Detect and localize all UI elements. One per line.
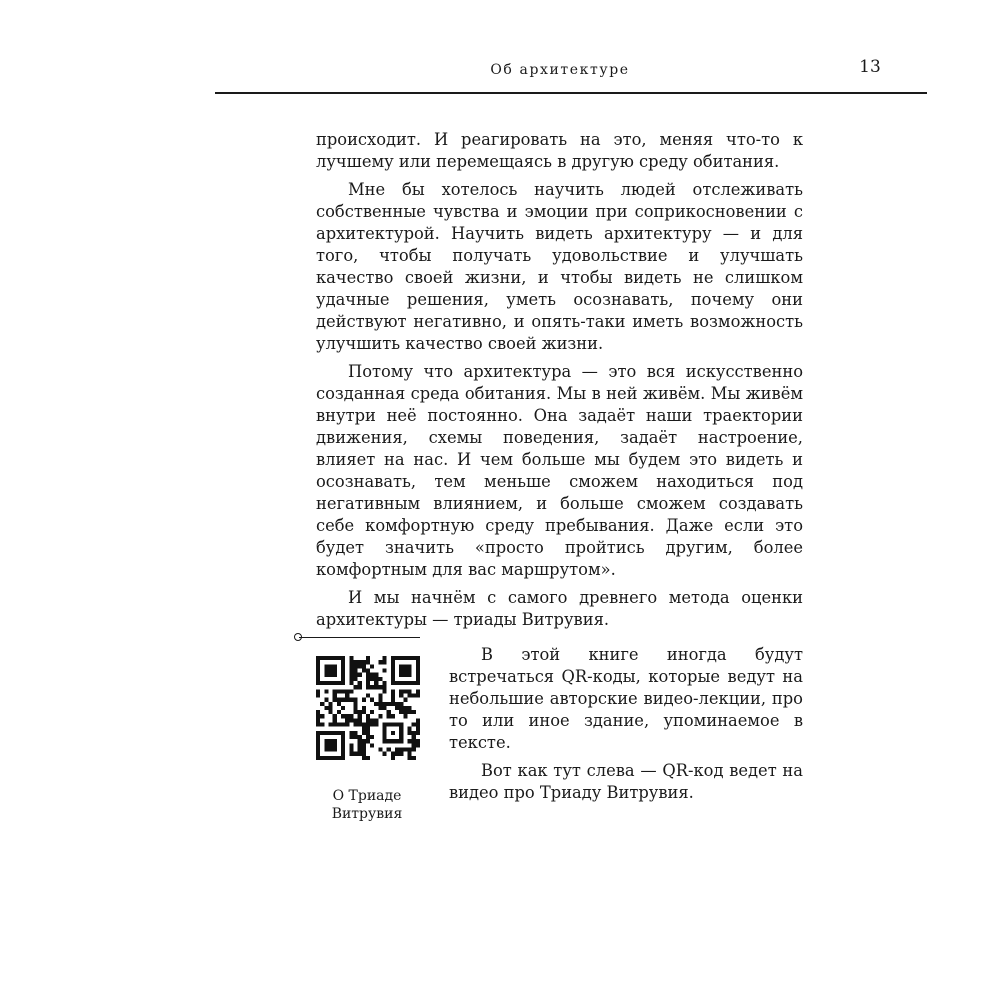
qr-caption-line-2: Витрувия bbox=[331, 806, 403, 822]
qr-explanation-paragraph-1: В этой книге иногда будут встречаться QR-коды, которые ведут на небольшие авторские видео-лекции, про то или иное здание, упоминаемое в тексте. bbox=[449, 645, 803, 752]
main-text bbox=[316, 129, 803, 637]
paragraph-2: Мне бы хотелось научить людей отслеживать собственные чувства и эмоции при соприкосновении с архитектурой. Научить видеть архитектуру — и для того, чтобы получать удовольствие и улучшать качество своей жизни, и чтобы видеть не слишком удачные решения, уметь осознавать, почему они действуют негативно, и опять-таки иметь возможность улучшить качество своей жизни. bbox=[316, 180, 803, 353]
paragraph-1: происходит. И реагировать на это, меняя что-то к лучшему или перемещаясь в другую среду обитания. bbox=[316, 130, 803, 171]
qr-explanation bbox=[449, 644, 803, 810]
qr-code-image[interactable] bbox=[316, 656, 420, 760]
page-number: 13 bbox=[859, 57, 881, 77]
header-rule bbox=[215, 92, 927, 94]
qr-caption-line-1: О Триаде bbox=[332, 788, 402, 804]
running-title: Об архитектуре bbox=[490, 62, 630, 78]
paragraph-3: Потому что архитектура — это вся искусственно созданная среда обитания. Мы в ней живём. Мы живём внутри неё постоянно. Она задаёт наши траектории движения, схемы поведения, задаёт настроение, влияет на нас. И чем больше мы будем это видеть и осознавать, тем меньше сможем находиться под негативным влиянием, и больше сможем создавать себе комфортную среду пребывания. Даже если это будет значить «просто пройтись другим, более комфортным для вас маршрутом». bbox=[316, 362, 803, 579]
qr-divider bbox=[299, 637, 420, 638]
qr-caption bbox=[300, 787, 434, 823]
qr-explanation-paragraph-2: Вот как тут слева — QR-код ведет на видео про Триаду Витрувия. bbox=[449, 761, 803, 802]
qr-modules bbox=[316, 656, 420, 760]
paragraph-4: И мы начнём с самого древнего метода оценки архитектуры — триады Витрувия. bbox=[316, 588, 803, 629]
